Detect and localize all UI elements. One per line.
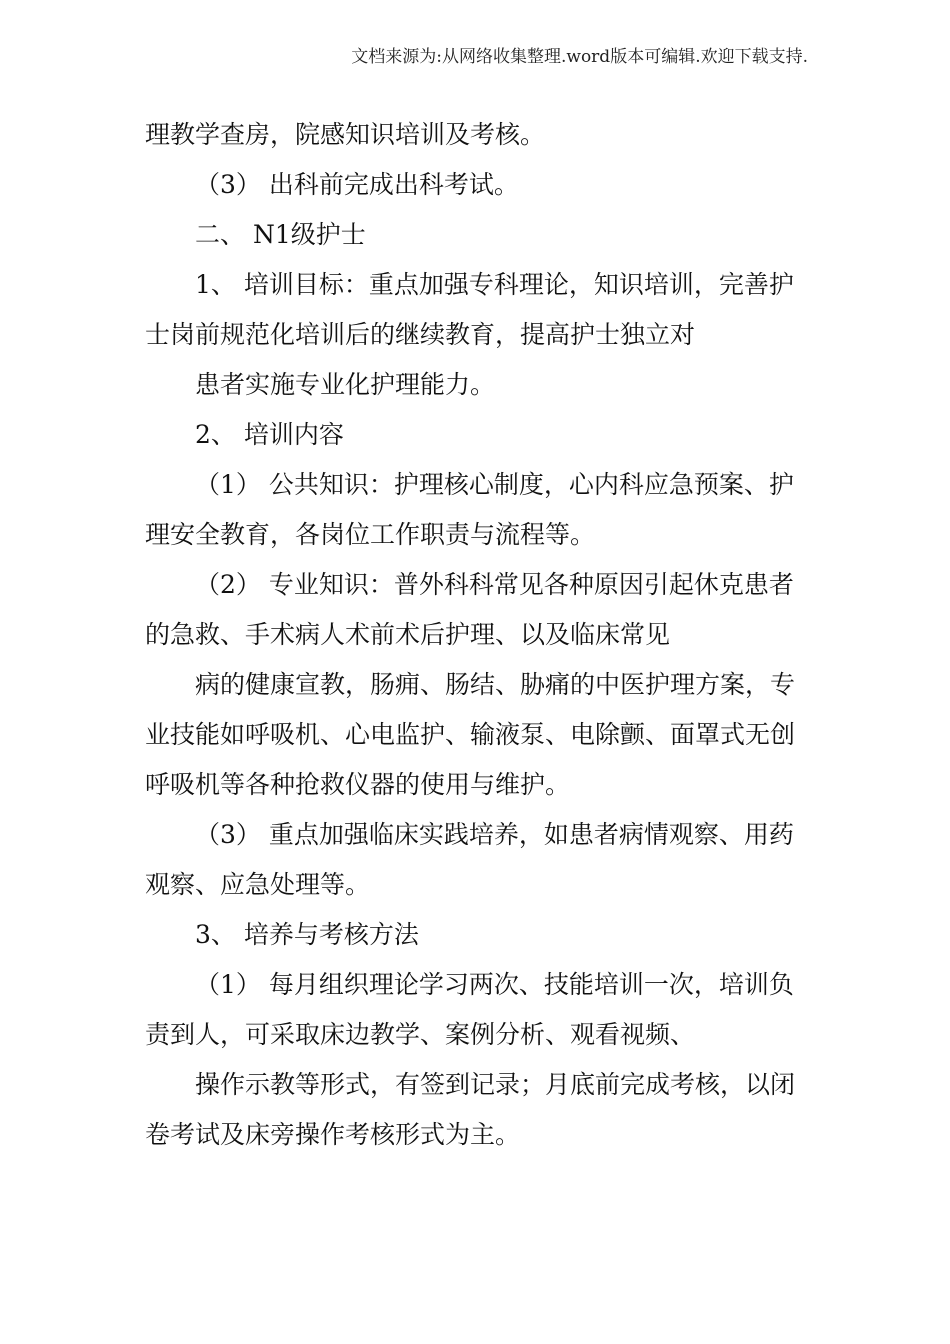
page-header: 文档来源为:从网络收集整理.word版本可编辑.欢迎下载支持.	[351, 47, 808, 67]
subsection-heading: 3、 培养与考核方法	[195, 920, 419, 949]
text-line: 的急救、手术病人术前术后护理、以及临床常见	[145, 620, 671, 649]
text-line: （3） 重点加强临床实践培养，如患者病情观察、用药	[195, 820, 794, 849]
text-line: 责到人，可采取床边教学、案例分析、观看视频、	[145, 1020, 696, 1049]
text-line: 观察、应急处理等。	[145, 870, 371, 899]
subsection-heading: 2、 培训内容	[195, 420, 344, 449]
text-line: 士岗前规范化培训后的继续教育，提高护士独立对	[145, 320, 696, 349]
text-line: （3） 出科前完成出科考试。	[195, 170, 519, 199]
text-line: 1、 培训目标：重点加强专科理论，知识培训，完善护	[195, 270, 794, 299]
text-line: 患者实施专业化护理能力。	[195, 370, 496, 399]
text-line: （1） 公共知识：护理核心制度，心内科应急预案、护	[195, 470, 794, 499]
text-line: 病的健康宣教，肠痈、肠结、胁痛的中医护理方案，专	[195, 670, 796, 699]
text-line: （2） 专业知识：普外科科常见各种原因引起休克患者	[195, 570, 794, 599]
text-line: 卷考试及床旁操作考核形式为主。	[145, 1120, 521, 1149]
document-body	[145, 110, 810, 1160]
text-line: （1） 每月组织理论学习两次、技能培训一次，培训负	[195, 970, 794, 999]
text-line: 操作示教等形式，有签到记录；月底前完成考核，以闭	[195, 1070, 796, 1099]
section-heading: 二、 N1级护士	[195, 220, 366, 249]
text-line: 理教学查房，院感知识培训及考核。	[145, 120, 546, 149]
text-line: 业技能如呼吸机、心电监护、输液泵、电除颤、面罩式无创	[145, 720, 796, 749]
text-line: 呼吸机等各种抢救仪器的使用与维护。	[145, 770, 571, 799]
text-line: 理安全教育，各岗位工作职责与流程等。	[145, 520, 596, 549]
